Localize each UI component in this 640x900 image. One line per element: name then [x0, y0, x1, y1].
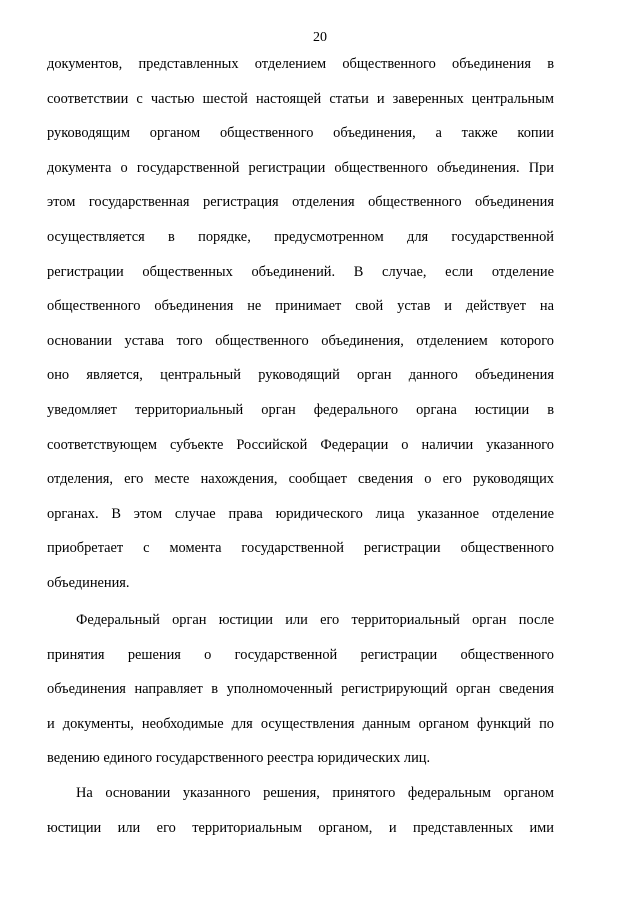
- text-line: руководящим органом общественного объединения, а также копии: [47, 125, 554, 142]
- text-line: органах. В этом случае права юридического лица указанное отделение: [47, 505, 554, 522]
- text-line: основании устава того общественного объединения, отделением которого: [47, 332, 554, 349]
- text-line: ведению единого государственного реестра юридических лиц.: [47, 750, 431, 767]
- text-line: принятия решения о государственной регистрации общественного: [47, 646, 554, 663]
- text-line: Федеральный орган юстиции или его территориальный орган после: [76, 612, 554, 628]
- text-line: объединения направляет в уполномоченный регистрирующий орган сведения: [47, 681, 554, 698]
- text-line: уведомляет территориальный орган федерального органа юстиции в: [47, 401, 554, 418]
- text-line: регистрации общественных объединений. В случае, если отделение: [47, 263, 554, 280]
- text-line: приобретает с момента государственной регистрации общественного: [47, 540, 554, 557]
- text-line: отделения, его месте нахождения, сообщает сведения о его руководящих: [47, 471, 554, 488]
- text-line: объединения.: [47, 574, 130, 591]
- text-line: этом государственная регистрация отделения общественного объединения: [47, 194, 554, 211]
- text-line: общественного объединения не принимает свой устав и действует на: [47, 298, 554, 315]
- paragraph-continuation: [47, 54, 554, 608]
- text-line: На основании указанного решения, принятого федеральным органом: [76, 785, 554, 801]
- text-line: юстиции или его территориальным органом, и представленных ими: [47, 819, 554, 836]
- text-line: соответствии с частью шестой настоящей статьи и заверенных центральным: [47, 90, 554, 107]
- text-line: и документы, необходимые для осуществления данным органом функций по: [47, 715, 554, 732]
- page-number: 20: [313, 30, 327, 45]
- text-line: осуществляется в порядке, предусмотренном для государственной: [47, 228, 554, 245]
- text-line: документов, представленных отделением общественного объединения в: [47, 56, 554, 72]
- paragraph-basis: [47, 783, 554, 852]
- paragraph-registration-notice: [47, 610, 554, 783]
- text-line: документа о государственной регистрации общественного объединения. При: [47, 159, 554, 176]
- text-line: соответствующем субъекте Российской Федерации о наличии указанного: [47, 436, 554, 453]
- text-line: оно является, центральный руководящий орган данного объединения: [47, 367, 554, 384]
